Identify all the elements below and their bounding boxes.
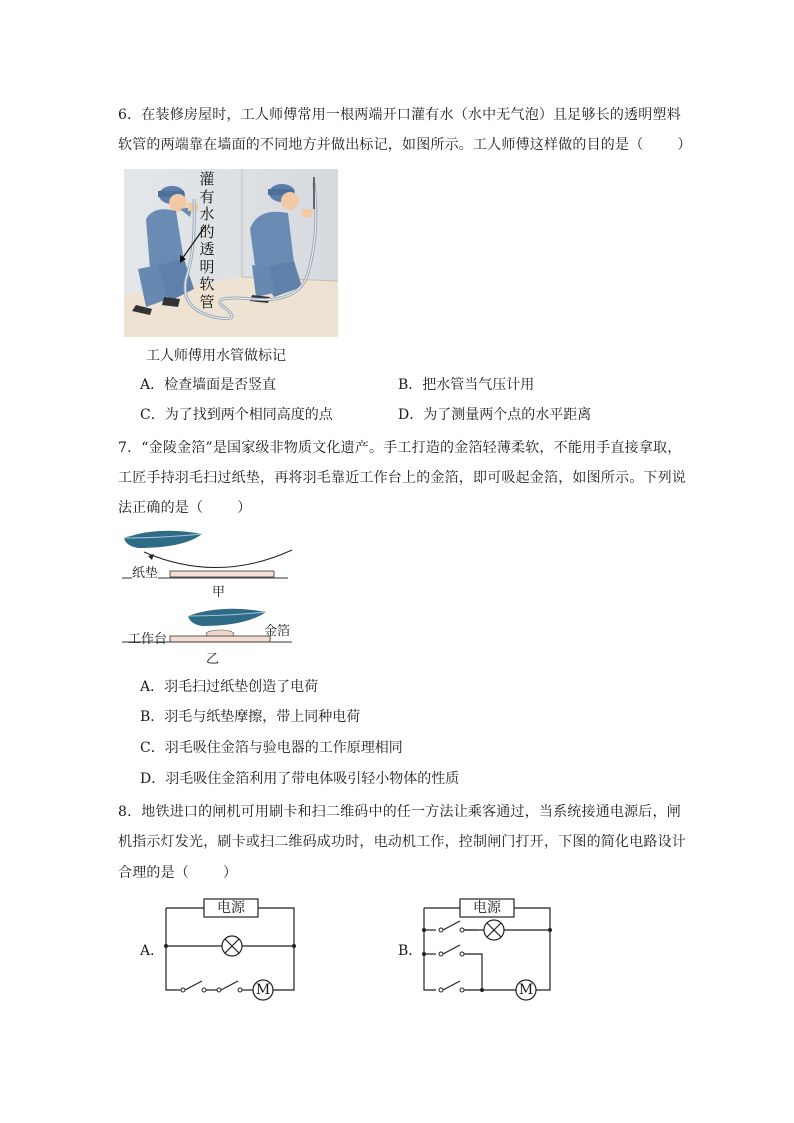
q8-stem-line2: 机指示灯发光，刷卡或扫二维码成功时，电动机工作，控制闸门打开，下图的简化电路设计 [118,834,686,850]
q7-option-a[interactable]: A．羽毛扫过纸垫创造了电荷 [140,679,319,695]
tube-label-char: 透 [199,240,215,258]
tube-label-char: 水 [199,205,215,223]
tube-label-char: 的 [199,222,215,241]
q6-figure-caption: 工人师傅用水管做标记 [146,348,286,364]
q7-stem-text: 法正确的是（ [118,500,204,516]
q8-stem-line3 [118,862,237,882]
q7-option-d[interactable]: D．羽毛吸住金箔利用了带电体吸引轻小物体的性质 [140,771,460,787]
circuit-b-power-label: 电源 [473,900,501,916]
fig-jia-caption: 甲 [212,585,226,600]
circuit-a-power-label: 电源 [217,900,245,916]
q7-stem-line2: 工匠手持羽毛扫过纸垫，再将羽毛靠近工作台上的金箔，即可吸起金箔，如图所示。下列说 [118,470,686,486]
q7-stem-line1: 7．“金陵金箔”是国家级非物质文化遗产。手工打造的金箔轻薄柔软，不能用手直接拿取， [118,440,682,456]
q6-option-c[interactable]: C．为了找到两个相同高度的点 [140,407,333,423]
q6-tube-label [198,171,216,311]
q8-stem-line1: 8．地铁进口的闸机可用刷卡和扫二维码中的任一方法让乘客通过，当系统接通电源后，闸 [118,804,681,820]
q7-stem-line3 [118,497,251,517]
q7-figure-yi [118,602,308,666]
q6-option-a[interactable]: A．检查墙面是否竖直 [140,377,277,393]
tube-label-char: 有 [199,187,215,206]
circuit-a-diagram [158,894,308,1006]
q6-stem-text: 软管的两端靠在墙面的不同地方并做出标记，如图所示。工人师傅这样做的目的是（ [118,137,644,153]
q8-stem-text: 合理的是（ [118,865,189,881]
fig-yi-caption: 乙 [206,652,220,667]
tube-label-char: 明 [199,257,215,276]
tube-label-char: 灌 [199,170,215,188]
circuit-a-option-label[interactable]: A． [140,943,165,959]
q6-option-b[interactable]: B．把水管当气压计用 [398,377,535,393]
q8-paren-close: ） [223,865,238,881]
circuit-b-diagram [416,894,566,1006]
paper-pad-label: 纸垫 [132,562,158,581]
workbench-label: 工作台 [128,632,168,647]
q6-option-d[interactable]: D．为了测量两个点的水平距离 [398,407,592,423]
q7-option-b[interactable]: B．羽毛与纸垫摩擦，带上同种电荷 [140,709,361,725]
tube-label-char: 管 [199,292,215,311]
circuit-a-motor-label: M [255,982,271,998]
q7-paren-close: ） [237,500,252,516]
circuit-b-option-label[interactable]: B． [398,943,423,959]
q7-option-c[interactable]: C．羽毛吸住金箔与验电器的工作原理相同 [140,740,403,756]
q6-stem-line2 [118,134,692,154]
q7-figure-jia [118,526,298,598]
tube-label-char: 软 [199,275,215,293]
q6-paren-close: ） [677,137,692,153]
gold-foil-label: 金箔 [264,624,291,639]
q6-stem-line1: 6．在装修房屋时，工人师傅常用一根两端开口灌有水（水中无气泡）且足够长的透明塑料 [118,107,681,123]
q6-figure-workers [124,169,338,337]
circuit-b-motor-label: M [518,982,534,998]
